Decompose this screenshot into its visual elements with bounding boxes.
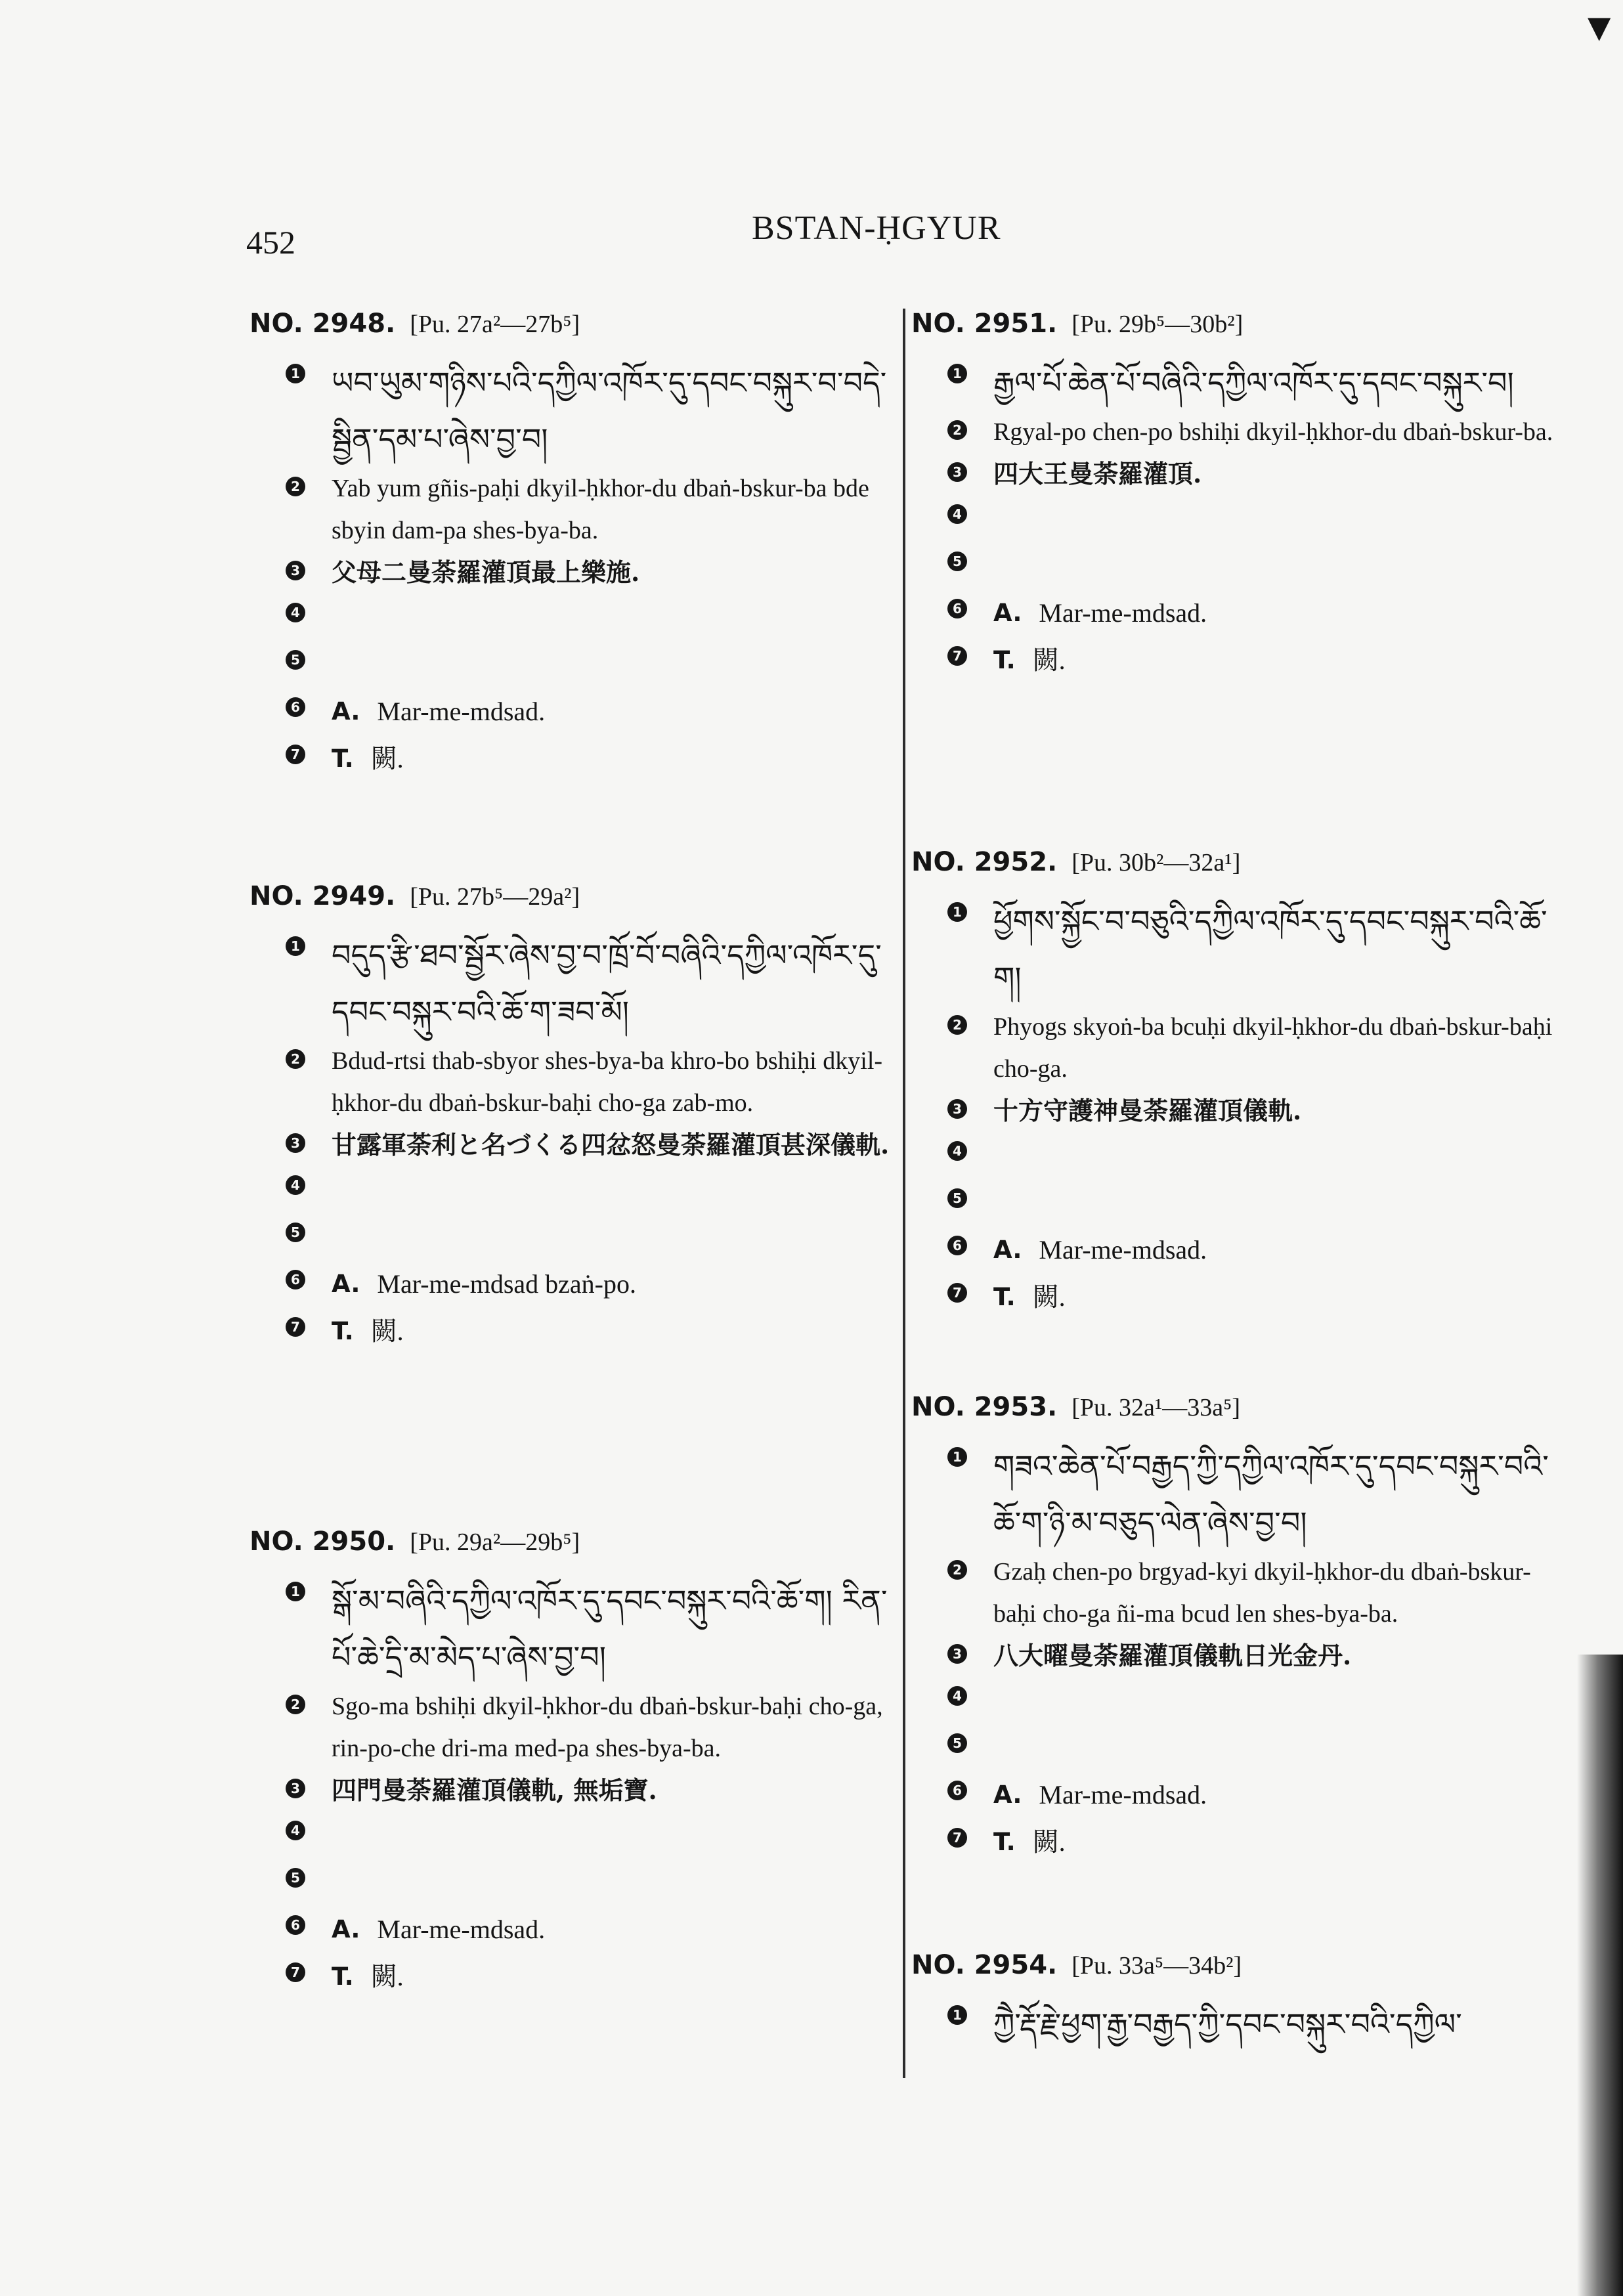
translator-name: 闕. — [1032, 1827, 1066, 1857]
field-marker-7: 7 — [286, 745, 305, 764]
field-marker-6: 6 — [286, 697, 305, 717]
field-7-translator — [286, 1953, 899, 2001]
field-marker-2: 2 — [286, 1695, 305, 1714]
field-marker-1: 1 — [286, 1582, 305, 1601]
field-marker-4: 4 — [286, 1821, 305, 1840]
tibetan-title: རྒྱལ་པོ་ཆེན་པོ་བཞིའི་དཀྱིལ་འཁོར་དུ་དབང་བསྐུར་བ། — [993, 365, 1514, 401]
translator-name: 闕. — [370, 1962, 404, 1991]
field-6-author — [947, 590, 1561, 637]
field-5-empty — [286, 641, 899, 688]
entry-folio-ref: [Pu. 29b⁵—30b²] — [1071, 311, 1244, 338]
field-3-chinese — [286, 1124, 899, 1166]
field-marker-5: 5 — [947, 552, 967, 571]
entry-folio-ref: [Pu. 30b²—32a¹] — [1071, 849, 1241, 877]
field-marker-2: 2 — [286, 477, 305, 496]
field-marker-1: 1 — [947, 1447, 967, 1467]
field-4-empty — [947, 1132, 1561, 1179]
entry-number: NO. 2952. — [911, 847, 1058, 877]
field-2-romanized — [947, 1006, 1561, 1090]
field-1-tibetan — [947, 1438, 1561, 1551]
field-1-tibetan — [286, 1572, 899, 1685]
author-label: A. — [993, 1236, 1022, 1264]
entry-folio-ref: [Pu. 32a¹—33a⁵] — [1071, 1394, 1241, 1421]
field-2-romanized — [947, 411, 1561, 453]
field-7-translator — [286, 735, 899, 783]
field-5-empty — [947, 542, 1561, 590]
entry-folio-ref: [Pu. 33a⁵—34b²] — [1071, 1952, 1242, 1980]
translator-label: T. — [332, 745, 354, 773]
entry-header — [249, 1527, 899, 1572]
field-7-translator — [947, 1819, 1561, 1866]
field-3-chinese — [947, 1635, 1561, 1677]
entry-number: NO. 2954. — [911, 1950, 1058, 1980]
field-marker-7: 7 — [947, 1828, 967, 1848]
field-marker-3: 3 — [286, 1779, 305, 1798]
page-edge-shadow — [1577, 1655, 1623, 2296]
entry-folio-ref: [Pu. 29a²—29b⁵] — [410, 1528, 580, 1556]
field-6-author — [947, 1226, 1561, 1274]
author-name: Mar-me-mdsad. — [377, 1915, 546, 1944]
field-marker-5: 5 — [947, 1188, 967, 1208]
entry-2952 — [911, 847, 1561, 1321]
translator-name: 闕. — [370, 1316, 404, 1346]
field-6-author — [947, 1771, 1561, 1819]
field-4-empty — [947, 1677, 1561, 1724]
tibetan-title: ཀྱཻ་རྡོ་རྗེ་ཕྱག་རྒྱ་བརྒྱད་ཀྱི་དབང་བསྐུར་བའི་དཀྱིལ་ — [993, 2006, 1462, 2042]
field-marker-4: 4 — [947, 504, 967, 524]
field-5-empty — [286, 1213, 899, 1261]
field-5-empty — [947, 1179, 1561, 1226]
entry-header — [249, 309, 899, 355]
field-3-chinese — [286, 1769, 899, 1811]
field-1-tibetan — [947, 355, 1561, 411]
field-marker-3: 3 — [947, 462, 967, 482]
author-name: Mar-me-mdsad bzaṅ-po. — [377, 1269, 636, 1299]
field-2-romanized — [286, 467, 899, 552]
translator-label: T. — [993, 646, 1016, 674]
author-label: A. — [993, 599, 1022, 627]
field-3-chinese — [947, 1090, 1561, 1132]
field-7-translator — [947, 637, 1561, 684]
author-name: Mar-me-mdsad. — [1039, 598, 1207, 628]
romanized-title: Phyogs skyoṅ-ba bcuḥi dkyil-ḥkhor-du dbaṅ-bskur-baḥi cho-ga. — [993, 1013, 1553, 1083]
tibetan-title: གཟའ་ཆེན་པོ་བརྒྱད་ཀྱི་དཀྱིལ་འཁོར་དུ་དབང་བསྐུར་བའི་ཆོ་ག་ཉི་མ་བཅུད་ལེན་ཞེས་བྱ་བ། — [993, 1448, 1549, 1540]
translator-label: T. — [993, 1283, 1016, 1311]
entry-folio-ref: [Pu. 27b⁵—29a²] — [410, 883, 580, 911]
field-marker-5: 5 — [947, 1733, 967, 1753]
field-marker-6: 6 — [947, 1781, 967, 1800]
translator-label: T. — [993, 1828, 1016, 1856]
entry-header — [911, 1950, 1561, 1996]
field-marker-1: 1 — [947, 364, 967, 383]
field-marker-1: 1 — [286, 936, 305, 956]
entry-header — [249, 881, 899, 927]
entry-number: NO. 2950. — [249, 1527, 396, 1557]
chinese-title: 父母二曼荼羅灌頂最上樂施. — [332, 557, 640, 587]
entry-header — [911, 309, 1561, 355]
field-1-tibetan — [286, 355, 899, 467]
field-marker-2: 2 — [947, 420, 967, 440]
author-label: A. — [993, 1781, 1022, 1809]
translator-label: T. — [332, 1962, 354, 1991]
field-marker-7: 7 — [947, 646, 967, 666]
field-marker-3: 3 — [286, 1133, 305, 1153]
translator-name: 闕. — [1032, 645, 1066, 675]
entry-folio-ref: [Pu. 27a²—27b⁵] — [410, 311, 580, 338]
chinese-title: 四大王曼荼羅灌頂. — [993, 459, 1202, 488]
entry-number: NO. 2951. — [911, 309, 1058, 339]
entry-2953 — [911, 1392, 1561, 1866]
field-marker-4: 4 — [286, 1175, 305, 1195]
field-marker-6: 6 — [286, 1270, 305, 1289]
chinese-title: 四門曼荼羅灌頂儀軌, 無垢寶. — [332, 1775, 657, 1805]
running-head: BSTAN-ḤGYUR — [752, 209, 1001, 247]
field-marker-5: 5 — [286, 1868, 305, 1888]
corner-mark: ▼ — [1588, 9, 1611, 45]
entry-2950 — [249, 1527, 899, 2001]
field-marker-2: 2 — [947, 1015, 967, 1035]
entry-2951 — [911, 309, 1561, 684]
romanized-title: Sgo-ma bshiḥi dkyil-ḥkhor-du dbaṅ-bskur-baḥi cho-ga, rin-po-che dri-ma med-pa shes-bya-ba. — [332, 1693, 883, 1762]
field-marker-2: 2 — [286, 1049, 305, 1069]
author-label: A. — [332, 1270, 360, 1298]
author-name: Mar-me-mdsad. — [377, 697, 546, 726]
field-marker-6: 6 — [286, 1915, 305, 1935]
entry-2949 — [249, 881, 899, 1355]
tibetan-title: ཡབ་ཡུམ་གཉིས་པའི་དཀྱིལ་འཁོར་དུ་དབང་བསྐུར་བ་བདེ་སྦྱིན་དམ་པ་ཞེས་བྱ་བ། — [332, 365, 887, 457]
field-6-author — [286, 688, 899, 735]
author-name: Mar-me-mdsad. — [1039, 1235, 1207, 1265]
field-7-translator — [286, 1308, 899, 1355]
field-marker-1: 1 — [286, 364, 305, 383]
tibetan-title: སྒོ་མ་བཞིའི་དཀྱིལ་འཁོར་དུ་དབང་བསྐུར་བའི་ཆོ་ག། རིན་པོ་ཆེ་དྲི་མ་མེད་པ་ཞེས་བྱ་བ། — [332, 1583, 888, 1675]
field-4-empty — [286, 1811, 899, 1859]
page-number: 452 — [246, 224, 295, 261]
column-divider — [903, 309, 905, 2078]
field-marker-7: 7 — [947, 1283, 967, 1303]
romanized-title: Rgyal-po chen-po bshiḥi dkyil-ḥkhor-du dbaṅ-bskur-ba. — [993, 418, 1553, 446]
author-label: A. — [332, 1915, 360, 1943]
author-name: Mar-me-mdsad. — [1039, 1780, 1207, 1809]
field-4-empty — [286, 1166, 899, 1213]
tibetan-title: བདུད་རྩི་ཐབ་སྦྱོར་ཞེས་བྱ་བ་ཁྲོ་བོ་བཞིའི་དཀྱིལ་འཁོར་དུ་དབང་བསྐུར་བའི་ཆོ་ག་ཟབ་མོ། — [332, 938, 882, 1029]
field-marker-7: 7 — [286, 1317, 305, 1337]
field-4-empty — [947, 495, 1561, 542]
romanized-title: Yab yum gñis-paḥi dkyil-ḥkhor-du dbaṅ-bskur-ba bde sbyin dam-pa shes-bya-ba. — [332, 475, 869, 544]
field-marker-3: 3 — [286, 561, 305, 580]
chinese-title: 甘露軍荼利と名づくる四忿怒曼荼羅灌頂甚深儀軌. — [332, 1130, 890, 1159]
field-marker-2: 2 — [947, 1560, 967, 1580]
field-5-empty — [947, 1724, 1561, 1771]
field-4-empty — [286, 594, 899, 641]
field-marker-4: 4 — [947, 1141, 967, 1161]
chinese-title: 八大曜曼荼羅灌頂儀軌日光金丹. — [993, 1641, 1352, 1670]
field-marker-5: 5 — [286, 650, 305, 670]
romanized-title: Gzaḥ chen-po brgyad-kyi dkyil-ḥkhor-du dbaṅ-bskur-baḥi cho-ga ñi-ma bcud len shes-bya-ba. — [993, 1558, 1531, 1628]
field-marker-1: 1 — [947, 902, 967, 922]
field-marker-3: 3 — [947, 1644, 967, 1664]
field-2-romanized — [286, 1685, 899, 1769]
field-6-author — [286, 1261, 899, 1308]
field-1-tibetan — [947, 893, 1561, 1006]
field-marker-4: 4 — [286, 603, 305, 622]
field-marker-7: 7 — [286, 1962, 305, 1982]
field-marker-4: 4 — [947, 1686, 967, 1706]
field-marker-6: 6 — [947, 1236, 967, 1255]
field-marker-5: 5 — [286, 1223, 305, 1242]
field-3-chinese — [286, 552, 899, 594]
field-1-tibetan — [286, 927, 899, 1040]
translator-name: 闕. — [370, 744, 404, 773]
entry-2948 — [249, 309, 899, 783]
entry-number: NO. 2953. — [911, 1392, 1058, 1422]
tibetan-title: ཕྱོགས་སྐྱོང་བ་བཅུའི་དཀྱིལ་འཁོར་དུ་དབང་བསྐུར་བའི་ཆོ་ག། — [993, 903, 1547, 995]
field-marker-3: 3 — [947, 1099, 967, 1119]
entry-header — [911, 847, 1561, 893]
field-2-romanized — [947, 1551, 1561, 1635]
translator-name: 闕. — [1032, 1282, 1066, 1312]
entry-number: NO. 2948. — [249, 309, 396, 339]
field-3-chinese — [947, 453, 1561, 495]
field-7-translator — [947, 1274, 1561, 1321]
chinese-title: 十方守護神曼荼羅灌頂儀軌. — [993, 1096, 1302, 1125]
field-5-empty — [286, 1859, 899, 1906]
entry-number: NO. 2949. — [249, 881, 396, 911]
translator-label: T. — [332, 1317, 354, 1345]
field-2-romanized — [286, 1040, 899, 1124]
entry-header — [911, 1392, 1561, 1438]
field-1-tibetan — [947, 1996, 1561, 2052]
field-marker-6: 6 — [947, 599, 967, 618]
field-6-author — [286, 1906, 899, 1953]
author-label: A. — [332, 697, 360, 726]
romanized-title: Bdud-rtsi thab-sbyor shes-bya-ba khro-bo bshiḥi dkyil-ḥkhor-du dbaṅ-bskur-baḥi cho-ga zab-mo. — [332, 1047, 883, 1117]
field-marker-1: 1 — [947, 2005, 967, 2025]
entry-2954 — [911, 1950, 1561, 2052]
